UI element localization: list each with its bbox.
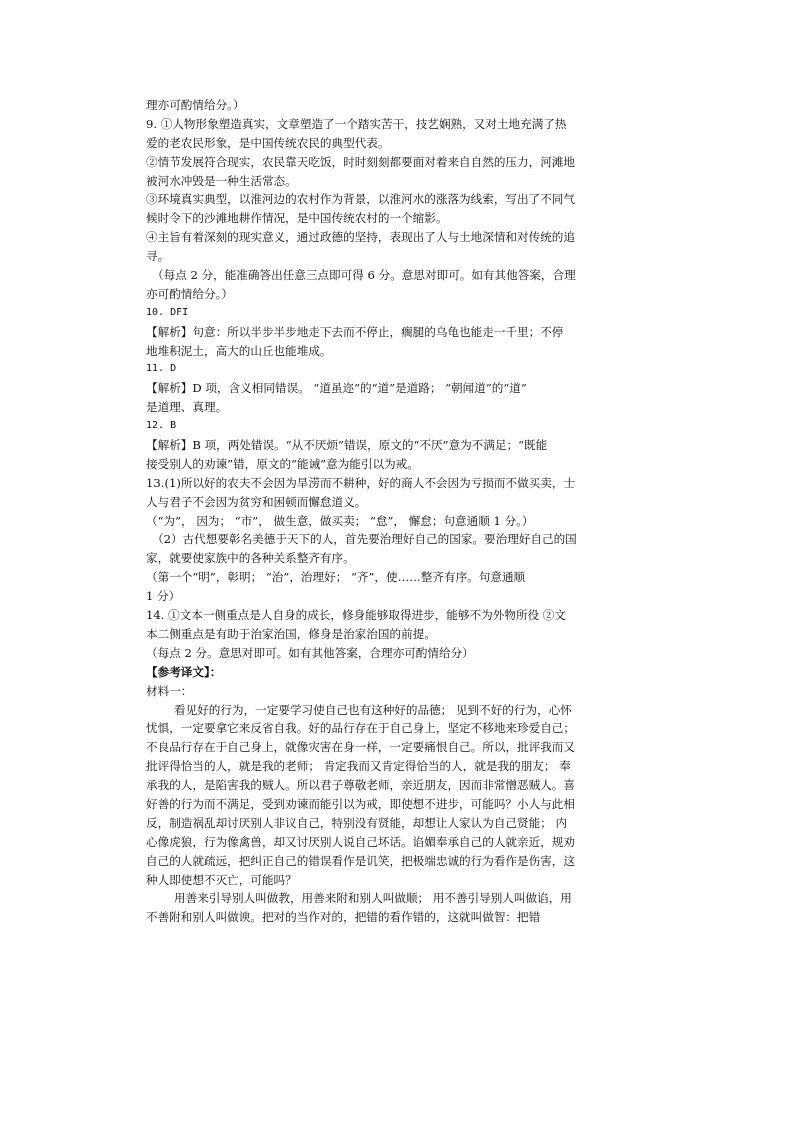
reference-translation-heading: 【参考译文】： (146, 664, 222, 679)
translation-line: 批评得恰当的人，就是我的老师； 肯定我而又肯定得恰当的人，就是我的朋友； 奉 (146, 759, 571, 774)
question-13-answer: 13.(1)所以好的农夫不会因为旱涝而不耕种，好的商人不会因为亏损而不做买卖，士 (146, 475, 576, 490)
text-line: 理亦可酌情给分。） (146, 98, 245, 112)
question-11-answer: 11. D (146, 363, 177, 375)
translation-line: 种人即使想不灭亡，可能吗？ (146, 872, 297, 887)
text-line: 是道理、真理。 (146, 400, 228, 415)
material-one-heading: 材料一： (146, 683, 193, 698)
translation-line: 不善附和别人叫做谀。把对的当作对的，把错的看作错的，这就叫做智：把错 (146, 910, 541, 925)
text-line: 寻。 (146, 249, 170, 264)
text-line: 爱的老农民形象，是中国传统农民的典型代表。 (146, 135, 390, 150)
translation-line: 好善的行为而不满足，受到劝谏而能引以为戒，即使想不进步，可能吗？小人与此相 (146, 796, 575, 811)
scoring-note: （“为”， 因为； “市”， 做生意，做买卖； “怠”， 懈怠；句意通顺 1 分。） (146, 513, 534, 528)
translation-line: 看见好的行为，一定要学习使自己也有这种好的品德； 见到不好的行为，心怀 (174, 702, 572, 717)
translation-line: 自己的人就疏远，把纠正自己的错误看作是讥笑，把极端忠诚的行为看作是伤害，这 (146, 853, 575, 868)
text-line: ③环境真实典型，以淮河边的农村作为背景，以淮河水的涨落为线索，写出了不同气 (146, 192, 575, 207)
text-line: 人与君子不会因为贫穷和困顿而懈怠道义。 (146, 494, 367, 509)
text-line: 候时令下的沙滩地耕作情况，是中国传统农村的一个缩影。 (146, 211, 448, 226)
translation-line: 反，制造祸乱却讨厌别人非议自己，特别没有贤能，却想让人家认为自己贤能； 内 (146, 815, 568, 830)
translation-line: 心像虎狼，行为像禽兽，却又讨厌别人说自己坏话。谄媚奉承自己的人就亲近，规劝 (146, 834, 575, 849)
translation-line: 忧惧，一定要拿它来反省自我。好的品行存在于自己身上，坚定不移地来珍爱自己； (146, 721, 575, 736)
analysis-line: 【解析】句意：所以半步半步地走下去而不停止，瘸腿的乌龟也能走一千里；不停 (146, 324, 564, 339)
text-line: 亦可酌情给分。） (146, 286, 233, 301)
text-line: （2）古代想要彰名美德于天下的人，首先要治理好自己的国家。要治理好自己的国 (152, 532, 577, 547)
translation-line: 用善来引导别人叫做教，用善来附和别人叫做顺； 用不善引导别人叫做谄，用 (174, 891, 572, 906)
text-line: 接受别人的劝谏”错，原文的“能诫”意为能引以为戒。 (146, 456, 419, 471)
scoring-note: （每点 2 分。意思对即可。如有其他答案，合理亦可酌情给分） (146, 645, 474, 660)
text-line: ④主旨有着深刻的现实意义，通过政德的坚持，表现出了人与土地深情和对传统的追 (146, 230, 575, 245)
analysis-line: 【解析】D 项，含义相同错误。 “道虽迩”的“道”是道路； “朝闻道”的“道” (146, 381, 527, 396)
text-line: 1 分） (146, 589, 181, 604)
scoring-note: （第一个“明”，彰明； “治”，治理好； “齐”，使……整齐有序。句意通顺 (146, 570, 526, 585)
text-line: 本二侧重点是有助于治家治国，修身是治家治国的前提。 (146, 626, 436, 641)
document-page (146, 96, 636, 927)
translation-line: 不良品行存在于自己身上，就像灾害在身一样，一定要痛恨自己。所以，批评我而又 (146, 740, 575, 755)
translation-line: 承我的人，是陷害我的贼人。所以君子尊敬老师，亲近朋友，因而非常憎恶贼人。喜 (146, 778, 575, 793)
question-14-answer: 14. ①文本一侧重点是人自身的成长，修身能够取得进步，能够不为外物所役 ②文 (146, 608, 566, 623)
analysis-line: 【解析】B 项，两处错误。“从不厌烦”错误，原文的“不厌”意为不满足；“既能 (146, 438, 548, 453)
text-line: 地堆积泥土，高大的山丘也能堆成。 (146, 343, 332, 358)
text-line: 被河水冲毁是一种生活常态。 (146, 173, 297, 188)
question-9-answer: 9. ①人物形象塑造真实，文章塑造了一个踏实苦干，技艺娴熟，又对土地充满了热 (146, 116, 567, 131)
text-line: 家，就要使家族中的各种关系整齐有序。 (146, 551, 355, 566)
text-line: ②情节发展符合现实，农民靠天吃饭，时时刻刻都要面对着来自自然的压力，河滩地 (146, 154, 575, 169)
question-10-answer: 10. DFI (146, 306, 189, 318)
scoring-note: （每点 2 分，能准确答出任意三点即可得 6 分。意思对即可。如有其他答案，合理 (152, 268, 576, 283)
question-12-answer: 12. B (146, 420, 177, 432)
